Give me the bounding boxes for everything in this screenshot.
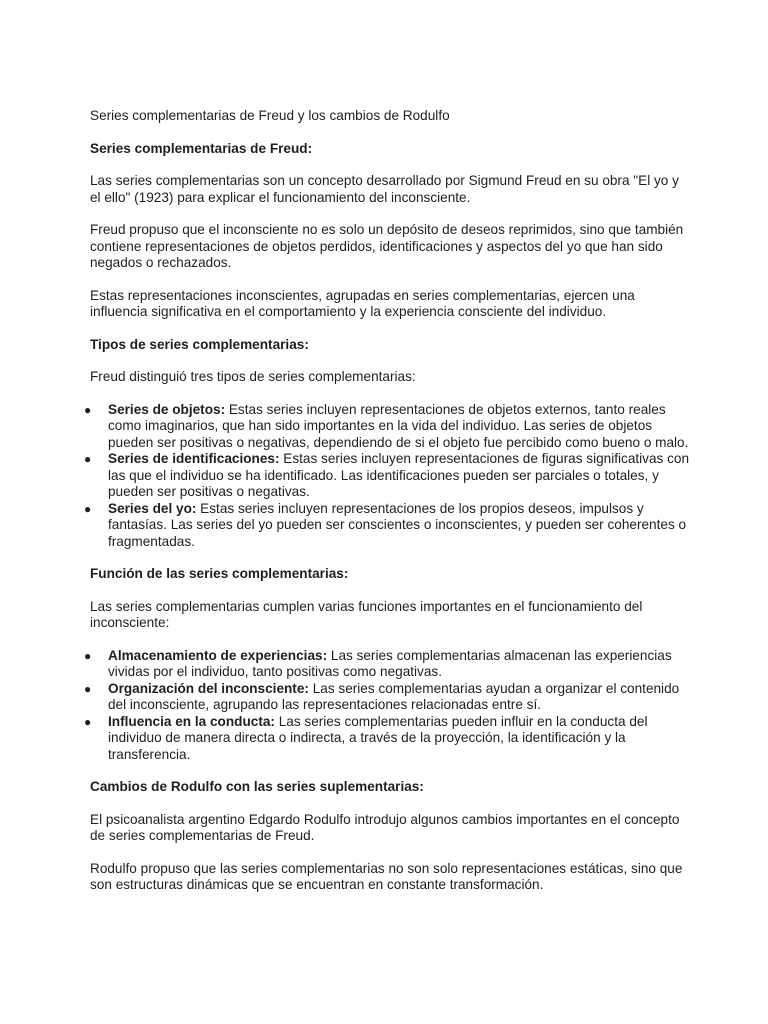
paragraph: Freud distinguió tres tipos de series complementarias: [90,369,416,384]
section-heading-series-freud: Series complementarias de Freud: [90,140,313,156]
list-item [84,713,690,764]
bullet-list-tipos [84,401,690,551]
bullet-icon: ● [84,402,92,417]
paragraph: Rodulfo propuso que las series complementarias no son solo representaciones estáticas, sino que son estructuras dinámicas que se encuentran en constante transformación. [90,860,683,892]
document-title: Series complementarias de Freud y los cambios de Rodulfo [90,108,450,123]
list-item-term: Series del yo: [108,500,197,516]
paragraph: Las series complementarias cumplen varias funciones importantes en el funcionamiento del inconsciente: [90,598,643,630]
bullet-icon: ● [84,501,92,516]
list-item-term: Organización del inconsciente: [108,680,309,696]
bullet-icon: ● [84,681,92,696]
list-item [84,647,690,681]
bullet-icon: ● [84,714,92,729]
document-page [84,108,690,910]
list-item-text: Las series complementarias ayudan a organizar el contenido del inconsciente, agrupando las representaciones relacionadas entre sí. [108,680,680,712]
paragraph: Freud propuso que el inconsciente no es solo un depósito de deseos reprimidos, sino que también contiene representaciones de objetos perdidos, identificaciones y aspectos del yo que han sido negados o rechazados. [90,222,684,270]
paragraph: El psicoanalista argentino Edgardo Rodulfo introdujo algunos cambios importantes en el concepto de series complementarias de Freud. [90,811,680,843]
list-item-term: Series de objetos: [108,401,226,417]
section-heading-tipos: Tipos de series complementarias: [90,336,309,352]
list-item-text: Estas series incluyen representaciones de los propios deseos, impulsos y fantasías. Las series del yo pueden ser conscientes o inconscientes, y pueden ser coherentes o fragmentadas. [108,500,687,549]
list-item [84,500,690,551]
list-item-text: Las series complementarias almacenan las experiencias vividas por el individuo, tanto positivas como negativas. [108,647,672,679]
bullet-icon: ● [84,648,92,663]
list-item-term: Series de identificaciones: [108,451,280,466]
section-heading-rodulfo: Cambios de Rodulfo con las series suplementarias: [90,779,424,794]
bullet-icon: ● [84,452,92,466]
list-item-text: Estas series incluyen representaciones de figuras significativas con las que el individuo se ha identificado. Las identificaciones pueden ser parciales o totales, y pueden ser positivas o negativas. [108,451,690,499]
paragraph: Las series complementarias son un concepto desarrollado por Sigmund Freud en su obra "El yo y el ello" (1923) para explicar el funcionamiento del inconsciente. [90,173,679,205]
bullet-list-funcion [84,647,690,764]
paragraph: Estas representaciones inconscientes, agrupadas en series complementarias, ejercen una influencia significativa en el comportamiento y la experiencia consciente del individuo. [90,287,635,319]
list-item [84,680,690,714]
list-item-text: Las series complementarias pueden influir en la conducta del individuo de manera directa o indirecta, a través de la proyección, la identificación y la transferencia. [108,713,648,762]
list-item-text: Estas series incluyen representaciones de objetos externos, tanto reales como imaginarios, que han sido importantes en la vida del individuo. Las series de objetos pueden ser positivas o negativas, dependiendo de si el objeto fue percibido como bueno o malo. [108,401,689,450]
list-item [84,401,690,452]
list-item-term: Almacenamiento de experiencias: [108,647,328,663]
section-heading-funcion: Función de las series complementarias: [90,566,349,581]
list-item-term: Influencia en la conducta: [108,713,275,729]
list-item [84,451,690,501]
